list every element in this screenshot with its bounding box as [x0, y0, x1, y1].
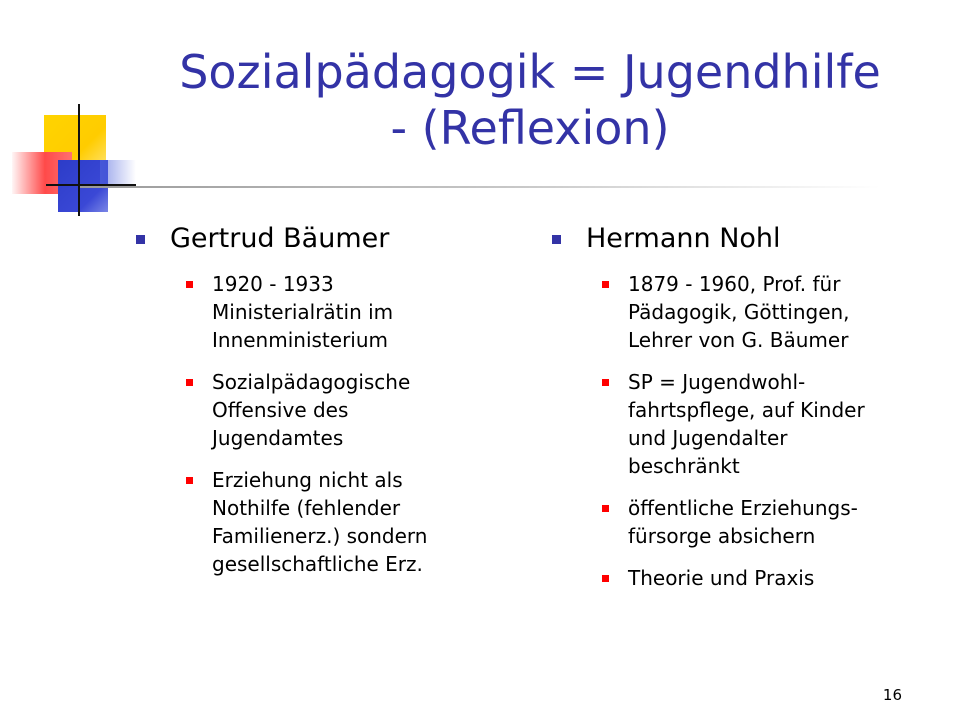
list-item-text: Theorie und Praxis [628, 566, 815, 590]
list-item [550, 368, 930, 480]
right-column [550, 222, 930, 606]
page-number: 16 [882, 686, 902, 704]
bullet-list [134, 270, 494, 578]
list-item [550, 270, 930, 354]
bullet-icon [602, 281, 609, 288]
slide-title [130, 44, 930, 156]
list-item-text: 1879 - 1960, Prof. für Pädagogik, Göttingen, Lehrer von G. Bäumer [628, 272, 850, 352]
bullet-icon [186, 477, 193, 484]
bullet-icon [186, 379, 193, 386]
heading-bullet-icon [552, 235, 561, 244]
list-item [134, 466, 494, 578]
list-item-text: öffentliche Erziehungs- fürsorge absichern [628, 496, 858, 548]
bullet-icon [186, 281, 193, 288]
decor-vertical-line [78, 104, 80, 216]
slide-title-line-2: - (Reflexion) [390, 101, 670, 155]
list-item-text: Sozialpädagogische Offensive des Jugendamtes [212, 370, 411, 450]
column-heading: Gertrud Bäumer [170, 223, 390, 254]
list-item-text: 1920 - 1933 Ministerialrätin im Innenministerium [212, 272, 394, 352]
slide-title-line-1: Sozialpädagogik = Jugendhilfe [179, 45, 881, 99]
title-divider [80, 186, 880, 188]
column-heading-item [134, 222, 494, 256]
list-item [550, 564, 930, 592]
column-heading-item [550, 222, 930, 256]
bullet-list [550, 270, 930, 592]
list-item [134, 270, 494, 354]
corner-logo-decoration [0, 0, 140, 230]
list-item [134, 368, 494, 452]
bullet-icon [602, 575, 609, 582]
list-item-text: Erziehung nicht als Nothilfe (fehlender Familienerz.) sondern gesellschaftliche Erz. [212, 468, 428, 576]
column-heading: Hermann Nohl [586, 223, 781, 254]
list-item [550, 494, 930, 550]
list-item-text: SP = Jugendwohl- fahrtspflege, auf Kinder und Jugendalter beschränkt [628, 370, 865, 478]
bullet-icon [602, 505, 609, 512]
left-column [134, 222, 494, 592]
heading-bullet-icon [136, 235, 145, 244]
bullet-icon [602, 379, 609, 386]
